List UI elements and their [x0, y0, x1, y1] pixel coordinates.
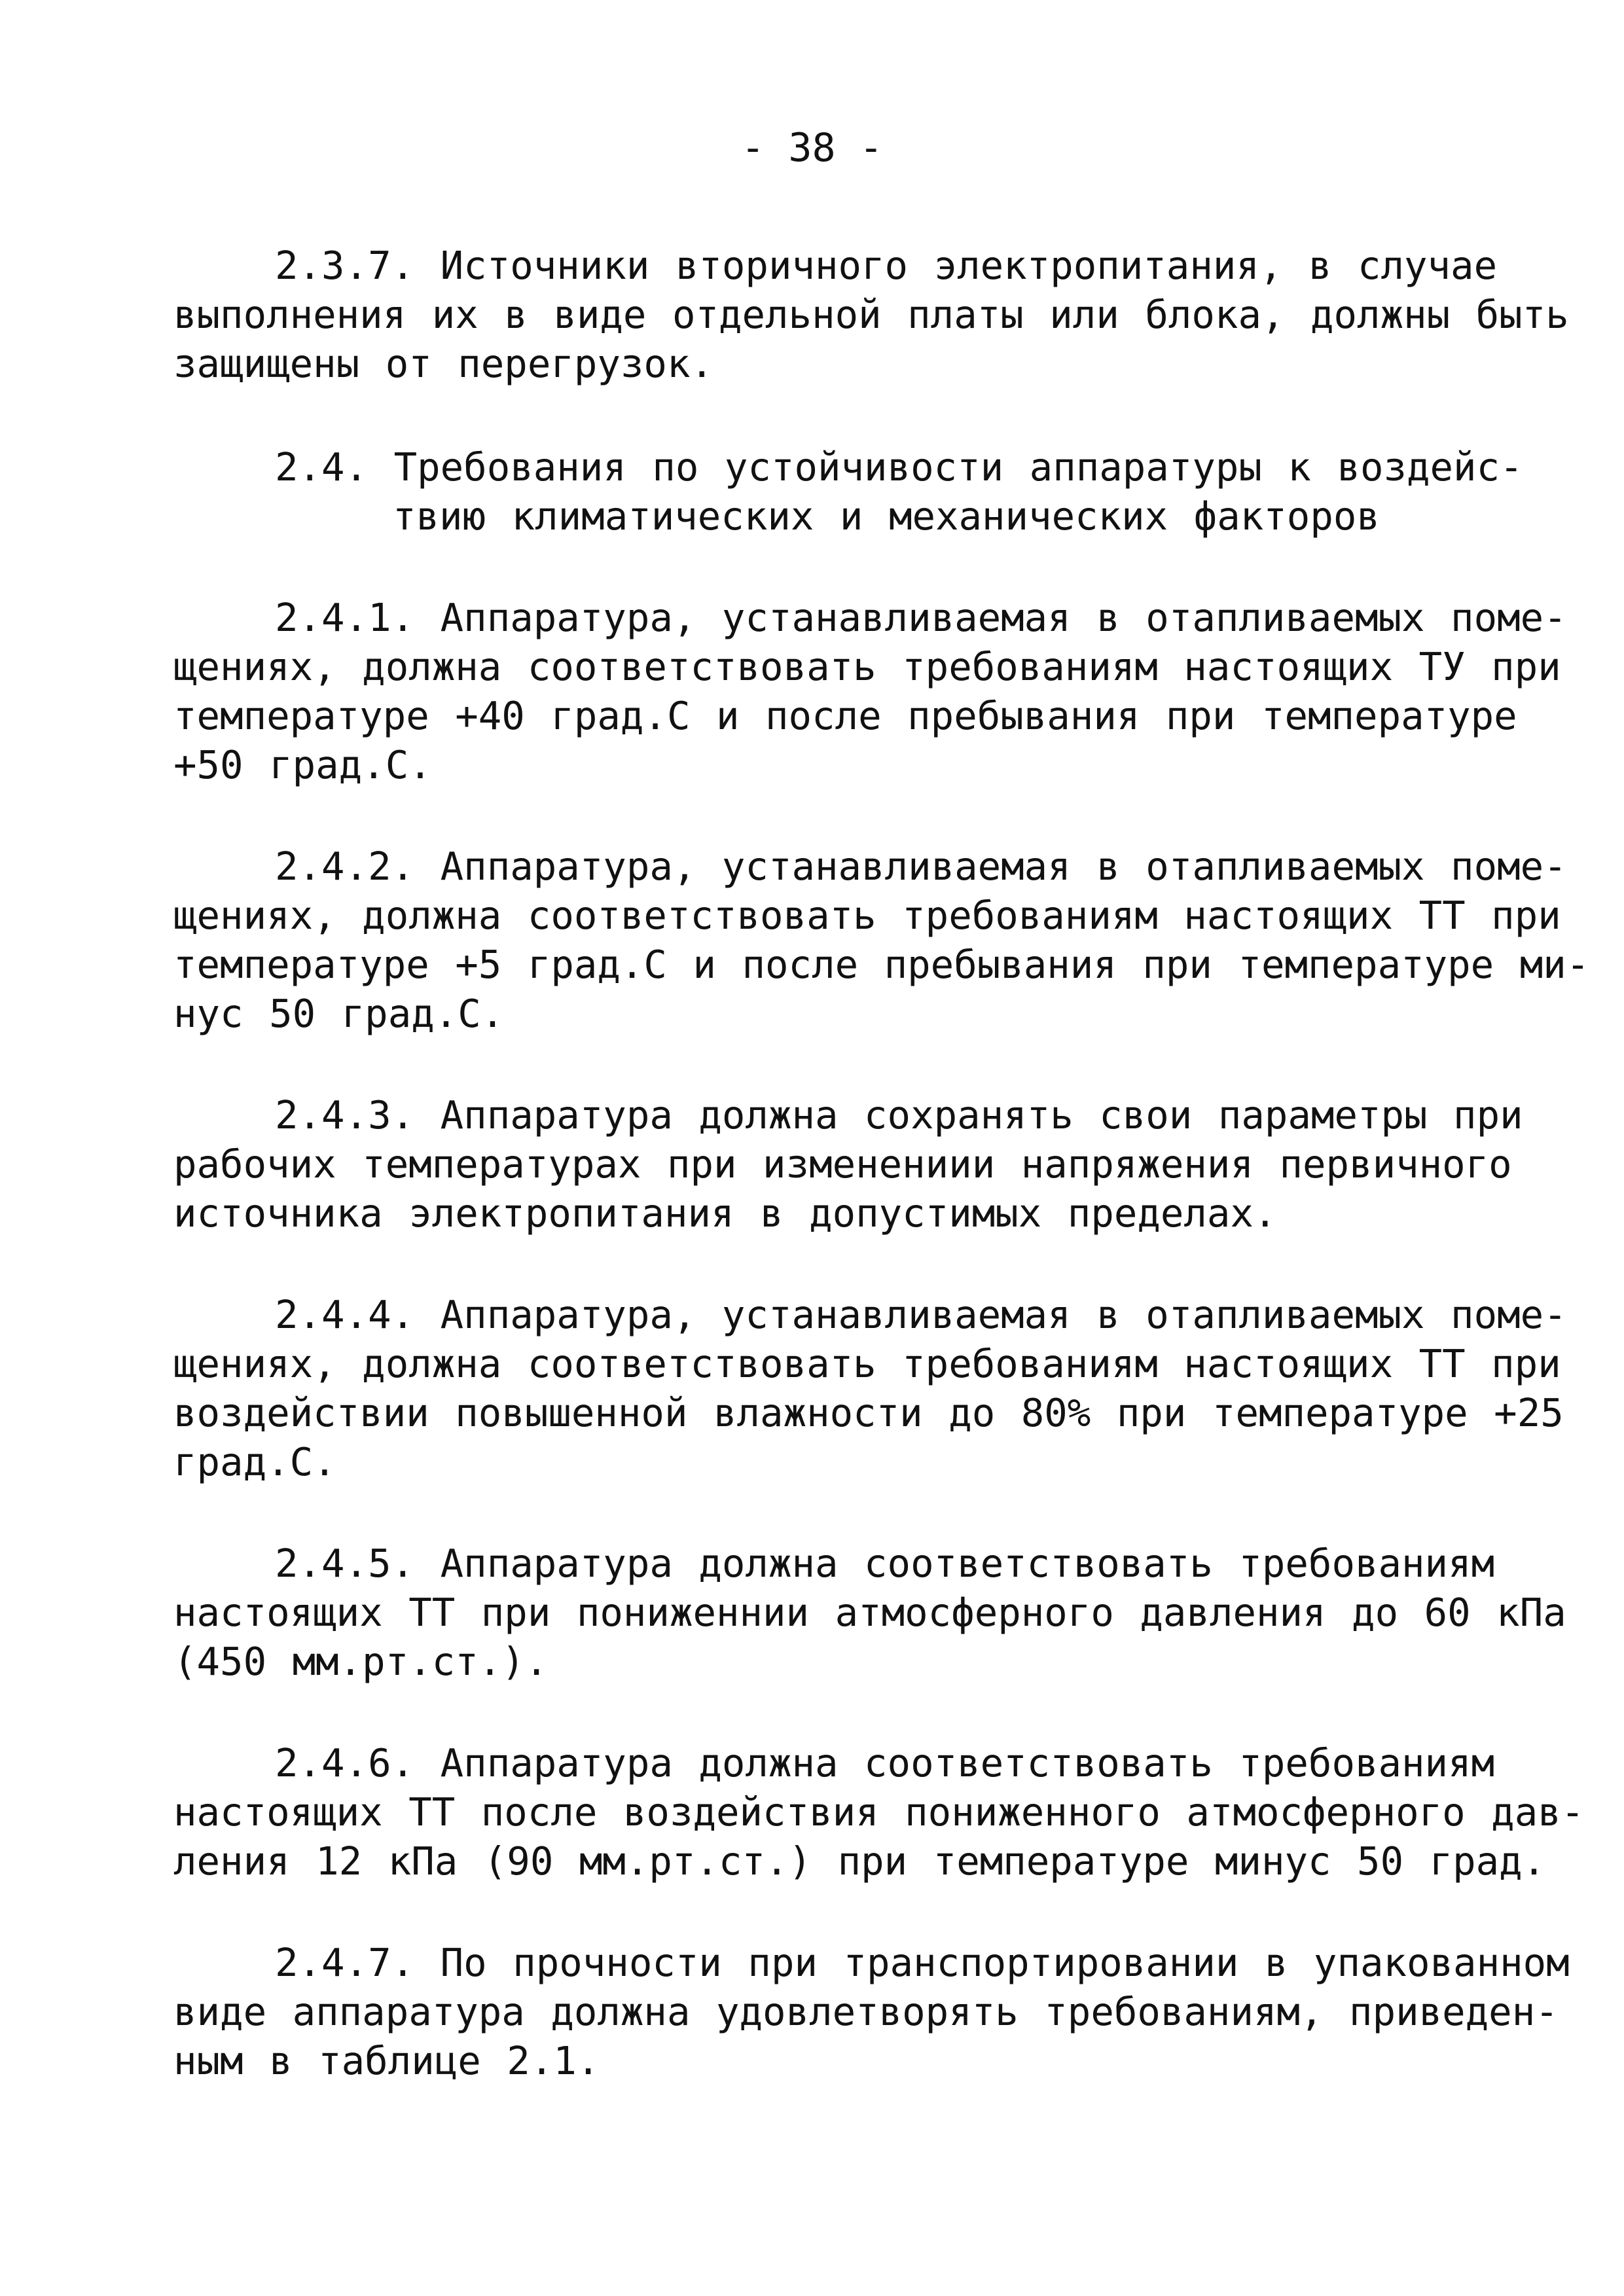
paragraph-2-4-2-line-2: щениях, должна соответствовать требованиям настоящих ТТ при [173, 893, 1561, 938]
section-heading-2-4-line-1: 2.4. Требования по устойчивости аппаратуры к воздейс- [275, 444, 1523, 490]
page-number: - 38 - [741, 125, 883, 171]
paragraph-2-4-7-line-2: виде аппаратура должна удовлетворять требованиям, приведен- [173, 1989, 1559, 2034]
paragraph-2-4-4-line-1: 2.4.4. Аппаратура, устанавливаемая в отапливаемых поме- [275, 1292, 1567, 1337]
paragraph-2-4-5-line-1: 2.4.5. Аппаратура должна соответствовать требованиям [275, 1541, 1495, 1586]
paragraph-2-4-2-line-3: температуре +5 град.С и после пребывания при температуре ми- [173, 942, 1590, 987]
paragraph-2-4-1-line-4: +50 град.С. [173, 742, 432, 787]
paragraph-2-4-2-line-1: 2.4.2. Аппаратура, устанавливаемая в отапливаемых поме- [275, 844, 1567, 889]
paragraph-2-4-4-line-4: град.С. [173, 1439, 336, 1484]
section-heading-2-4-line-2: твию климатических и механических факторов [393, 493, 1380, 539]
paragraph-2-4-6-line-2: настоящих ТТ после воздействия пониженного атмосферного дав- [173, 1789, 1585, 1835]
paragraph-2-4-3-line-1: 2.4.3. Аппаратура должна сохранять свои параметры при [275, 1092, 1523, 1138]
paragraph-2-4-3-line-2: рабочих температурах при изменениии напряжения первичного [173, 1141, 1512, 1187]
paragraph-2-4-7-line-3: ным в таблице 2.1. [173, 2038, 600, 2083]
paragraph-2-3-7-line-2: выполнения их в виде отдельной платы или блока, должны быть [173, 292, 1569, 337]
paragraph-2-4-1-line-2: щениях, должна соответствовать требованиям настоящих ТУ при [173, 644, 1561, 689]
paragraph-2-4-5-line-3: (450 мм.рт.ст.). [173, 1639, 549, 1684]
paragraph-2-4-6-line-3: ления 12 кПа (90 мм.рт.ст.) при температуре минус 50 град. [173, 1839, 1546, 1884]
paragraph-2-3-7-line-3: защищены от перегрузок. [173, 341, 713, 386]
paragraph-2-4-4-line-2: щениях, должна соответствовать требованиям настоящих ТТ при [173, 1341, 1561, 1386]
paragraph-2-4-4-line-3: воздействии повышенной влажности до 80% при температуре +25 [173, 1390, 1564, 1435]
paragraph-2-4-7-line-1: 2.4.7. По прочности при транспортировании в упакованном [275, 1940, 1570, 1985]
paragraph-2-4-5-line-2: настоящих ТТ при пониженнии атмосферного давления до 60 кПа [173, 1590, 1566, 1635]
paragraph-2-4-3-line-3: источника электропитания в допустимых пределах. [173, 1191, 1277, 1236]
paragraph-2-3-7-line-1: 2.3.7. Источники вторичного электропитания, в случае [275, 243, 1498, 288]
paragraph-2-4-6-line-1: 2.4.6. Аппаратура должна соответствовать требованиям [275, 1740, 1495, 1785]
paragraph-2-4-1-line-3: температуре +40 град.С и после пребывания при температуре [173, 693, 1517, 738]
paragraph-2-4-2-line-4: нус 50 град.С. [173, 991, 505, 1036]
paragraph-2-4-1-line-1: 2.4.1. Аппаратура, устанавливаемая в отапливаемых поме- [275, 595, 1567, 640]
